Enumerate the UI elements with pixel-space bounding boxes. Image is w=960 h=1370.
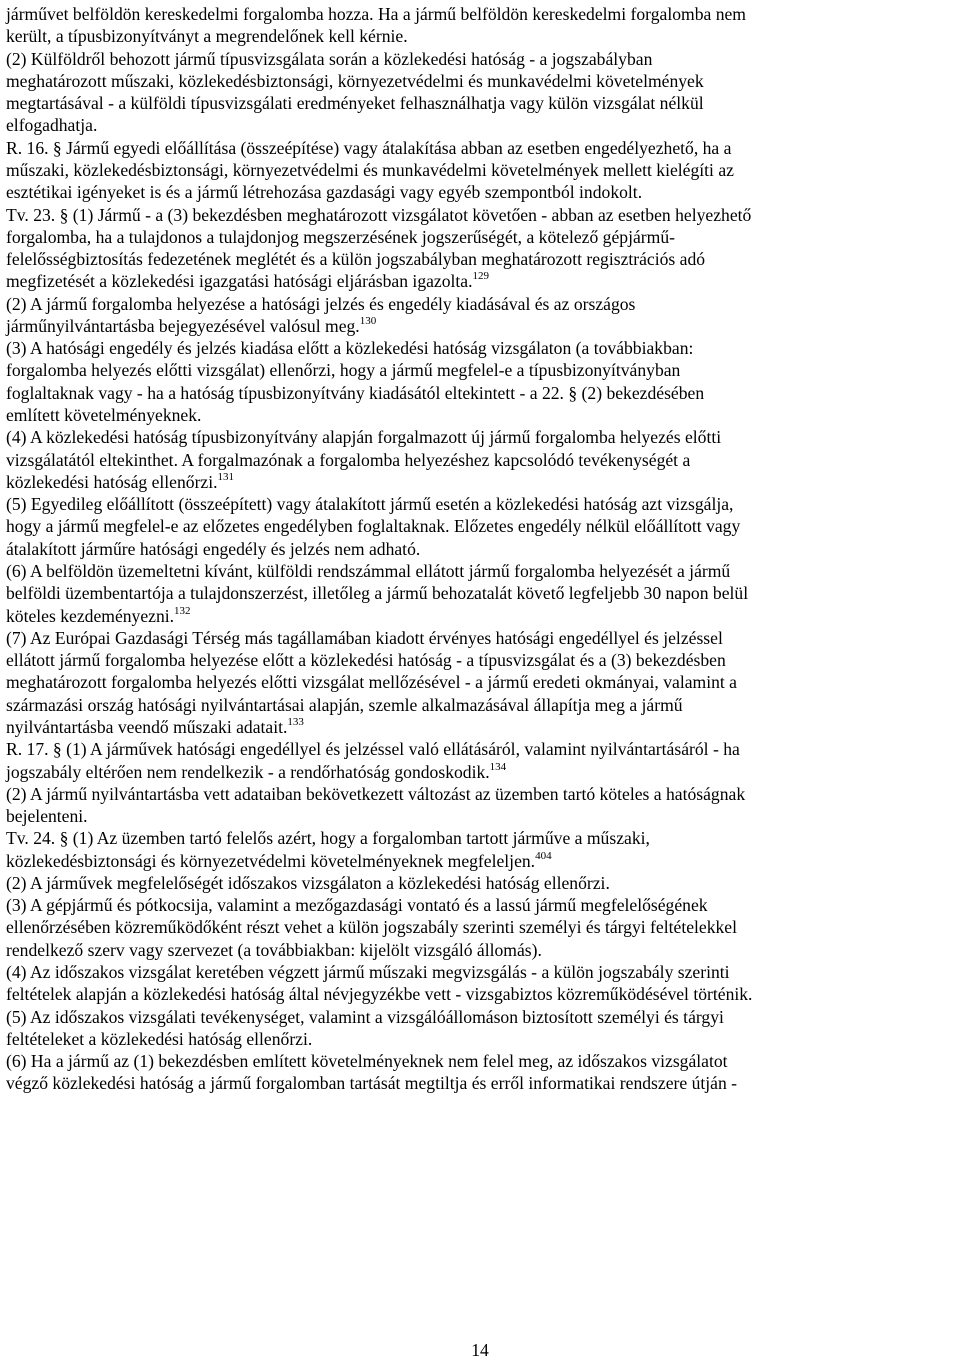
text-line [6, 560, 730, 582]
footnote-ref: 134 [489, 760, 507, 773]
text-line [6, 426, 721, 448]
line-text: feltételeket a közlekedési hatóság ellenőrzi. [6, 1028, 313, 1049]
line-text: (2) A jármű nyilvántartásba vett adataiban bekövetkezett változást az üzemben tartó köteles a hatóságnak [6, 783, 746, 804]
text-line [6, 961, 730, 983]
line-text: R. 16. § Jármű egyedi előállítása (összeépítése) vagy átalakítása abban az esetben engedélyezhető, ha a [6, 137, 732, 158]
line-text: megfizetését a közlekedési igazgatási hatósági eljárásban igazolta. [6, 271, 473, 292]
line-text: ellenőrzésében közreműködőként részt vehet a külön jogszabály szerinti személyi és tárgyi feltételekkel [6, 917, 737, 938]
line-text: (2) A járművek megfelelőségét időszakos vizsgálaton a közlekedési hatóság ellenőrzi. [6, 872, 610, 893]
line-text: (4) A közlekedési hatóság típusbizonyítvány alapján forgalmazott új jármű forgalomba helyezés előtti [6, 427, 722, 448]
text-line [6, 1006, 724, 1028]
line-text: átalakított járműre hatósági engedély és jelzés nem adható. [6, 538, 421, 559]
line-text: Tv. 24. § (1) Az üzemben tartó felelős azért, hogy a forgalomban tartott járműve a műszaki, [6, 828, 650, 849]
text-line [6, 315, 376, 337]
line-text: jogszabály eltérően nem rendelkezik - a rendőrhatóság gondoskodik. [6, 761, 490, 782]
text-line [6, 25, 408, 47]
text-line [6, 627, 723, 649]
text-line [6, 850, 552, 872]
text-line [6, 92, 704, 114]
line-text: (3) A gépjármű és pótkocsija, valamint a mezőgazdasági vontató és a lassú jármű megfelelőségének [6, 895, 708, 916]
line-text: rendelkező szerv vagy szervezet (a továbbiakban: kijelölt vizsgáló állomás). [6, 939, 542, 960]
footnote-ref: 131 [217, 470, 235, 483]
line-text: ellátott jármű forgalomba helyezése előtt a közlekedési hatóság - a típusvizsgálat és a (3) bekezdésben [6, 650, 726, 671]
line-text: vizsgálatától eltekinthet. A forgalmazónak a forgalomba helyezéshez kapcsolódó tevékenységét a [6, 449, 691, 470]
line-text: származási ország hatósági nyilvántartásai alapján, szemle alkalmazásával állapítja meg a jármű [6, 694, 683, 715]
line-text: végző közlekedési hatóság a jármű forgalomban tartását megtiltja és erről informatikai rendszere útján - [6, 1073, 737, 1094]
text-line [6, 293, 635, 315]
line-text: elfogadhatja. [6, 115, 98, 136]
text-line [6, 248, 705, 270]
text-line [6, 382, 704, 404]
text-line [6, 671, 737, 693]
text-line [6, 3, 746, 25]
text-line [6, 716, 304, 738]
text-line [6, 449, 690, 471]
line-text: felelősségbiztosítás fedezetének meglétét és a külön jogszabályban meghatározott regisztrációs adó [6, 249, 706, 270]
text-line [6, 649, 726, 671]
footnote-ref: 130 [359, 314, 377, 327]
line-text: bejelenteni. [6, 806, 88, 827]
text-line [6, 783, 745, 805]
line-text: (7) Az Európai Gazdasági Térség más tagállamában kiadott érvényes hatósági engedéllyel és jelzéssel [6, 627, 723, 648]
line-text: (2) Külföldről behozott jármű típusvizsgálata során a közlekedési hatóság - a jogszabályban [6, 48, 653, 69]
text-line [6, 538, 420, 560]
line-text: hogy a jármű megfelel-e az előzetes engedélyben foglaltaknak. Előzetes engedély nélkül előállított vagy [6, 516, 741, 537]
text-line [6, 204, 751, 226]
line-text: Tv. 23. § (1) Jármű - a (3) bekezdésben meghatározott vizsgálatot követően - abban az esetben helyezhető [6, 204, 752, 225]
line-text: műszaki, közlekedésbiztonsági, környezetvédelmi és munkavédelmi követelmények mellett kielégíti az [6, 159, 734, 180]
line-text: említett követelményeknek. [6, 405, 202, 426]
line-text: (6) A belföldön üzemeltetni kívánt, külföldi rendszámmal ellátott jármű forgalomba helyezését a jármű [6, 561, 731, 581]
line-text: foglaltaknak vagy - ha a hatóság típusbizonyítvány kiadásától eltekintett - a 22. § (2) bekezdésében [6, 382, 705, 403]
line-text: (5) Az időszakos vizsgálati tevékenységet, valamint a vizsgálóállomáson biztosított személyi és tárgyi [6, 1006, 724, 1027]
text-line [6, 805, 88, 827]
text-line [6, 359, 680, 381]
line-text: megtartásával - a külföldi típusvizsgálati eredményeket felhasználhatja vagy külön vizsgálat nélkül [6, 93, 704, 114]
text-line [6, 159, 734, 181]
line-text: feltételek alapján a közlekedési hatóság által névjegyzékbe vett - vizsgabiztos közreműködésével történik. [6, 984, 753, 1005]
line-text: közlekedési hatóság ellenőrzi. [6, 471, 218, 492]
text-line [6, 605, 191, 627]
text-line [6, 983, 752, 1005]
line-text: (2) A jármű forgalomba helyezése a hatósági jelzés és engedély kiadásával és az országos [6, 293, 636, 314]
text-line [6, 70, 704, 92]
line-text: került, a típusbizonyítványt a megrendelőnek kell kérnie. [6, 26, 408, 47]
footnote-ref: 404 [535, 849, 552, 862]
line-text: nyilvántartásba veendő műszaki adatait. [6, 716, 288, 737]
text-line [6, 894, 708, 916]
line-text: közlekedésbiztonsági és környezetvédelmi követelményeknek megfeleljen. [6, 850, 536, 871]
line-text: (5) Egyedileg előállított (összeépített) vagy átalakított jármű esetén a közlekedési hatóság azt vizsgálja, [6, 494, 734, 515]
line-text: (4) Az időszakos vizsgálat keretében végzett jármű műszaki megvizsgálás - a külön jogszabály szerinti [6, 962, 730, 983]
footnote-ref: 133 [287, 715, 304, 728]
text-line [6, 493, 733, 515]
text-line [6, 114, 97, 136]
line-text: esztétikai igényeket is és a jármű létrehozása gazdasági vagy egyéb szempontból indokolt. [6, 182, 643, 203]
text-line [6, 916, 737, 938]
text-line [6, 872, 610, 894]
text-line [6, 827, 650, 849]
text-line [6, 270, 489, 292]
text-line [6, 226, 675, 248]
text-line [6, 181, 642, 203]
line-text: (3) A hatósági engedély és jelzés kiadása előtt a közlekedési hatóság vizsgálaton (a továbbiakban: [6, 338, 694, 359]
line-text: meghatározott forgalomba helyezés előtti vizsgálat mellőzésével - a jármű eredeti okmányai, valamint a [6, 672, 737, 693]
text-line [6, 582, 748, 604]
text-line [6, 1050, 728, 1072]
text-line [6, 694, 683, 716]
text-line [6, 337, 693, 359]
line-text: belföldi üzembentartója a tulajdonszerzést, illetőleg a jármű behozatalát követő legfeljebb 30 napon belül [6, 583, 749, 604]
text-line [6, 137, 731, 159]
text-line [6, 48, 652, 70]
line-text: forgalomba, ha a tulajdonos a tulajdonjog megszerzésének jogszerűségét, a kötelező gépjármű- [6, 226, 675, 247]
line-text: köteles kezdeményezni. [6, 605, 175, 626]
footnote-ref: 132 [174, 604, 191, 617]
line-text: (6) Ha a jármű az (1) bekezdésben említett követelményeknek nem felel meg, az időszakos vizsgálatot [6, 1051, 728, 1072]
text-line [6, 738, 740, 760]
footnote-ref: 129 [472, 270, 490, 283]
line-text: forgalomba helyezés előtti vizsgálat) ellenőrzi, hogy a jármű megfelel-e a típusbizonyítványban [6, 360, 681, 381]
line-text: meghatározott műszaki, közlekedésbiztonsági, környezetvédelmi és munkavédelmi követelmények [6, 70, 704, 91]
line-text: járművet belföldön kereskedelmi forgalomba hozza. Ha a jármű belföldön kereskedelmi forgalomba nem [6, 4, 746, 24]
text-line [6, 1072, 737, 1094]
text-line [6, 404, 201, 426]
text-line [6, 515, 740, 537]
text-line [6, 761, 506, 783]
text-line [6, 1028, 312, 1050]
line-text: járműnyilvántartásba bejegyezésével valósul meg. [6, 315, 360, 336]
page-number: 14 [471, 1340, 489, 1360]
text-line [6, 939, 542, 961]
line-text: R. 17. § (1) A járművek hatósági engedéllyel és jelzéssel való ellátásáról, valamint nyilvántartásáról - ha [6, 739, 740, 760]
text-line [6, 471, 234, 493]
